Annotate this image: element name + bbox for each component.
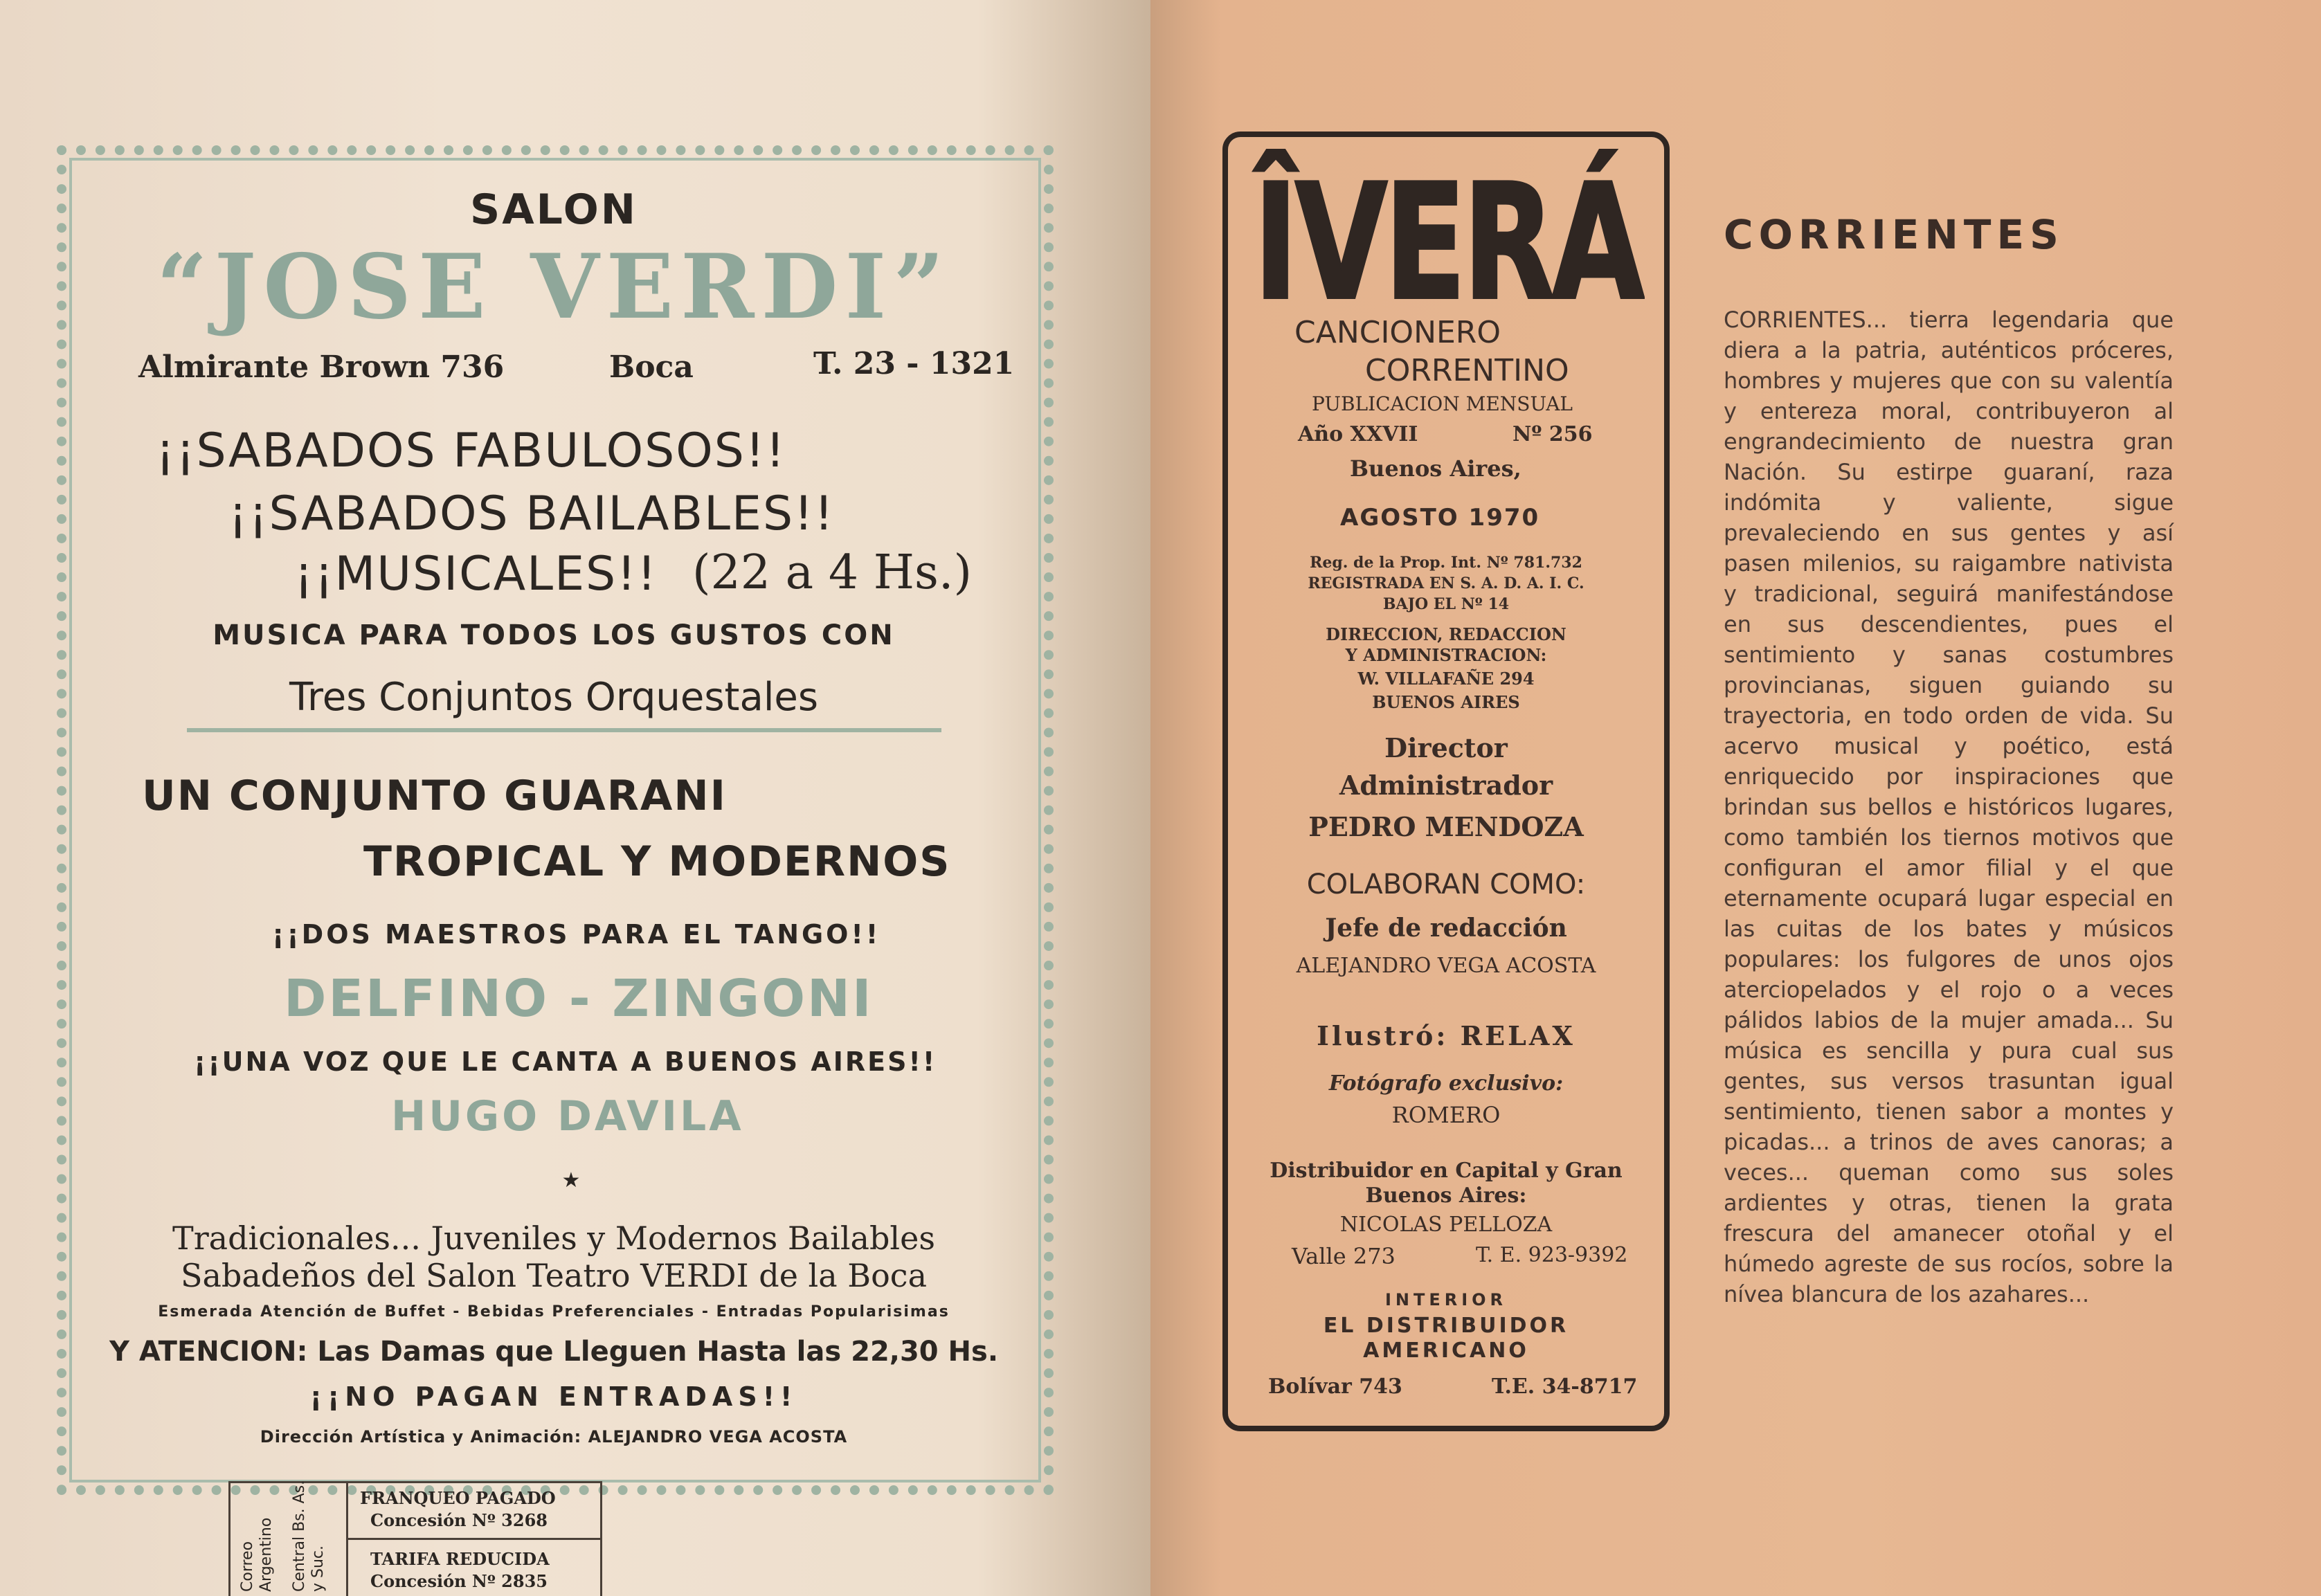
voz-line: ¡¡UNA VOZ QUE LE CANTA A BUENOS AIRES!! — [194, 1046, 937, 1077]
postal-hdivider — [348, 1538, 602, 1540]
promo-line-3b: (22 a 4 Hs.) — [692, 545, 973, 600]
director-name: PEDRO MENDOZA — [1308, 811, 1584, 842]
anio-label: Año XXVII — [1298, 422, 1418, 446]
distribuidor-line-2: Buenos Aires: — [1365, 1184, 1527, 1208]
fecha-label: AGOSTO 1970 — [1340, 504, 1540, 532]
director-label: Director — [1384, 732, 1508, 763]
direccion-line-1: DIRECCION, REDACCION — [1326, 624, 1566, 644]
fotografo-name: ROMERO — [1391, 1102, 1501, 1128]
article-body — [1724, 305, 2174, 1309]
salon-header: SALON — [470, 185, 638, 234]
direccion-line-3: W. VILLAFAÑE 294 — [1357, 669, 1535, 689]
no-pagan-line: ¡¡NO PAGAN ENTRADAS!! — [309, 1381, 798, 1412]
ivera-logo — [1250, 149, 1645, 311]
interior-label: INTERIOR — [1384, 1290, 1508, 1309]
divider-line — [187, 728, 941, 732]
postal-concesion-2: Concesión Nº 2835 — [370, 1571, 548, 1591]
valle-address: Valle 273 — [1292, 1243, 1396, 1269]
distribuidor-line-1: Distribuidor en Capital y Gran — [1270, 1159, 1623, 1183]
atencion-line: Y ATENCION: Las Damas que Lleguen Hasta las 22,30 Hs. — [109, 1336, 999, 1368]
direccion-line: Dirección Artística y Animación: ALEJANDRO VEGA ACOSTA — [260, 1427, 848, 1447]
ivera-logo-graphic — [1250, 149, 1645, 311]
venue-phone: T. 23 - 1321 — [813, 346, 1015, 381]
jefe-name: ALEJANDRO VEGA ACOSTA — [1296, 954, 1596, 978]
music-line: MUSICA PARA TODOS LOS GUSTOS CON — [213, 619, 895, 651]
venue-address: Almirante Brown 736 — [138, 350, 505, 385]
interior-name-2: AMERICANO — [1363, 1339, 1529, 1363]
promo-line-2: ¡¡SABADOS BAILABLES!! — [228, 487, 835, 541]
venue-district: Boca — [609, 350, 694, 385]
postal-central-2: y Suc. — [309, 1545, 327, 1592]
tradicionales-line: Tradicionales... Juveniles y Modernos Bailables — [172, 1219, 935, 1257]
colaboran-label: COLABORAN COMO: — [1306, 869, 1586, 900]
article-title: CORRIENTES — [1724, 211, 2064, 258]
conjuntos-line: Tres Conjuntos Orquestales — [289, 675, 819, 720]
direccion-line-2: Y ADMINISTRACION: — [1345, 645, 1547, 665]
publicacion-label: PUBLICACION MENSUAL — [1312, 392, 1573, 415]
guarani-line: UN CONJUNTO GUARANI — [142, 772, 727, 820]
jefe-label: Jefe de redacción — [1325, 914, 1567, 943]
registro-line-2: REGISTRADA EN S. A. D. A. I. C. — [1308, 574, 1584, 592]
cancionero-label: CANCIONERO — [1294, 315, 1501, 350]
esmerada-line: Esmerada Atención de Buffet - Bebidas Preferenciales - Entradas Popularisimas — [158, 1303, 950, 1321]
postal-franqueo: FRANQUEO PAGADO — [360, 1488, 556, 1508]
interior-name-1: EL DISTRIBUIDOR — [1323, 1314, 1569, 1338]
postal-correo-2: Argentino — [258, 1517, 275, 1592]
ilustro-label: Ilustró: RELAX — [1317, 1020, 1575, 1051]
article-paragraph: CORRIENTES... tierra legendaria que diera a la patria, auténticos próceres, hombres y mujeres que con su valentía y entereza moral, contribuyeron al engrandecimiento de nuestra gran Nación. Su estirpe guaraní, raza indómita y valiente, sigue prevaleciendo en sus gentes y así pasen milenios, su raigambre nativista y tradicional, seguirá manifestándose en sus descendientes, pues el sentimiento y sanas costumbres provincianas, siguen guiando su trayectoria, en todo orden de vida. Su acervo musical y poético, está enriquecido por inspiraciones que brindan sus bellos e históricos lugares, como también los tiernos motivos que configuran el amor filial y el que eternamente ocupará lugar especial en las cuitas de los bates y músicos populares: los fulgores de unos ojos aterciopelados y el rojo o a veces pálidos labios de la mujer amada... Su música es sencilla y pura cual sus gentes, sus versos trasuntan igual sentimiento, tienen sabor a montes y picadas... a trinos de aves canoras; a veces... queman como sus soles ardientes y otras, tienen la grata frescura del amanecer otoñal y el húmedo agreste de sus rocíos, sobre la nívea blancura de los azahares... — [1724, 307, 2174, 1307]
postal-concesion-1: Concesión Nº 3268 — [370, 1510, 548, 1530]
direccion-line-4: BUENOS AIRES — [1372, 692, 1520, 712]
maestros-line: ¡¡DOS MAESTROS PARA EL TANGO!! — [272, 919, 881, 950]
bolivar-phone: T.E. 34-8717 — [1492, 1375, 1638, 1399]
venue-name: “JOSE VERDI” — [156, 235, 951, 339]
promo-line-1: ¡¡SABADOS FABULOSOS!! — [156, 424, 786, 478]
logo-text: ÎVER — [1254, 151, 1645, 311]
registro-line-3: BAJO EL Nº 14 — [1382, 595, 1510, 613]
promo-line-3a: ¡¡MUSICALES!! — [294, 547, 658, 601]
postal-correo-1: Correo — [239, 1541, 256, 1592]
fotografo-label: Fotógrafo exclusivo: — [1328, 1071, 1564, 1096]
singer-name: HUGO DAVILA — [391, 1092, 744, 1141]
administrador-label: Administrador — [1339, 770, 1553, 801]
sabadenos-line: Sabadeños del Salon Teatro VERDI de la Boca — [180, 1257, 927, 1294]
ciudad-label: Buenos Aires, — [1350, 455, 1521, 482]
postal-central-1: Central Bs. As. — [291, 1480, 308, 1592]
star-icon: ★ — [561, 1168, 581, 1193]
bolivar-address: Bolívar 743 — [1268, 1375, 1402, 1399]
tropical-line: TROPICAL Y MODERNOS — [363, 837, 951, 886]
distribuidor-name: NICOLAS PELLOZA — [1339, 1213, 1553, 1237]
correntino-label: CORRENTINO — [1365, 353, 1569, 388]
valle-phone: T. E. 923-9392 — [1476, 1243, 1628, 1267]
maestros-names: DELFINO - ZINGONI — [284, 969, 874, 1028]
postal-tarifa: TARIFA REDUCIDA — [370, 1549, 550, 1569]
numero-label: Nº 256 — [1512, 422, 1593, 446]
registro-line-1: Reg. de la Prop. Int. Nº 781.732 — [1310, 554, 1582, 572]
